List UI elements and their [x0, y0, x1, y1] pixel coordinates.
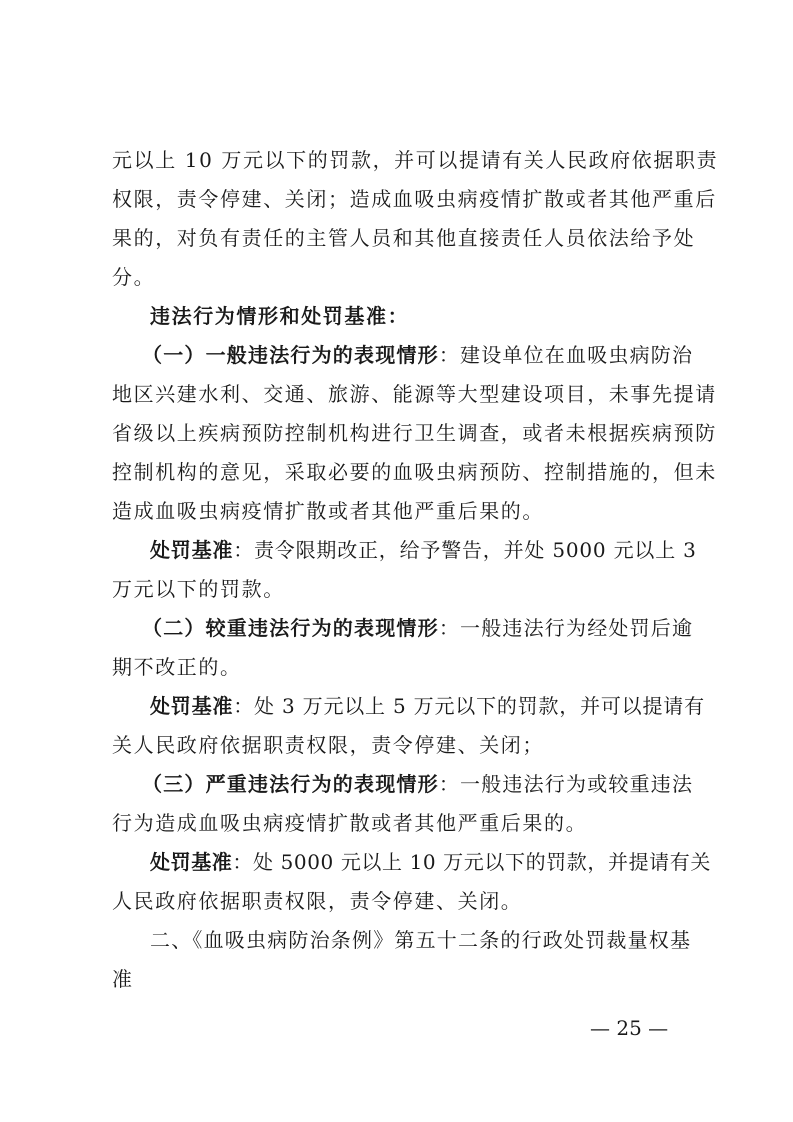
paragraph-first-line [150, 852, 735, 872]
paragraph-first-line [150, 696, 735, 716]
section-heading [150, 306, 735, 326]
text-segment: 造成血吸虫病疫情扩散或者其他严重后果的。 [112, 499, 544, 523]
paragraph-first-line [142, 774, 727, 794]
text-segment: ：一般违法行为或较重违法 [438, 772, 694, 796]
paragraph-first-line [142, 345, 727, 365]
body-text-line [112, 813, 697, 833]
body-text-line [112, 267, 697, 287]
body-text-line [112, 735, 697, 755]
text-segment: 省级以上疾病预防控制机构进行卫生调查，或者未根据疾病预防 [112, 421, 717, 445]
text-segment: ：建设单位在血吸虫病防治 [438, 343, 694, 367]
text-segment: 元以上 10 万元以下的罚款，并可以提请有关人民政府依据职责 [112, 148, 719, 172]
body-text-line [112, 382, 717, 406]
body-text-line [112, 148, 719, 172]
body-text-line [112, 657, 697, 677]
bold-label: 处罚基准 [150, 850, 233, 874]
page-number: — 25 — [590, 1016, 669, 1040]
text-segment: ：处 5000 元以上 10 万元以下的罚款，并提请有关 [232, 850, 711, 874]
text-segment: 人民政府依据职责权限，责令停建、关闭。 [112, 889, 523, 913]
text-segment: ：责令限期改正，给予警告，并处 5000 元以上 3 [233, 538, 697, 562]
body-text-line [112, 187, 717, 211]
body-text-line [112, 421, 717, 445]
text-segment: 地区兴建水利、交通、旅游、能源等大型建设项目，未事先提请 [112, 382, 717, 406]
text-segment: 果的，对负有责任的主管人员和其他直接责任人员依法给予处 [112, 226, 696, 250]
body-text-line [112, 579, 697, 599]
bold-label: （三）严重违法行为的表现情形 [142, 772, 439, 796]
paragraph-first-line [150, 540, 735, 560]
bold-label: 处罚基准 [150, 538, 234, 562]
text-segment: 期不改正的。 [112, 655, 242, 679]
body-text-line [112, 228, 697, 248]
text-segment: 权限，责令停建、关闭；造成血吸虫病疫情扩散或者其他严重后 [112, 187, 717, 211]
text-segment: 二、《血吸虫病防治条例》第五十二条的行政处罚裁量权基 [150, 928, 692, 952]
bold-label: （一）一般违法行为的表现情形 [142, 343, 439, 367]
text-segment: 分。 [112, 265, 156, 289]
text-segment: 控制机构的意见，采取必要的血吸虫病预防、控制措施的，但未 [112, 460, 717, 484]
body-text-line [112, 501, 697, 521]
text-segment: 万元以下的罚款。 [112, 577, 285, 601]
heading-text: 违法行为情形和处罚基准： [150, 304, 410, 328]
bold-label: （二）较重违法行为的表现情形 [142, 616, 439, 640]
text-segment: ：处 3 万元以上 5 万元以下的罚款，并可以提请有 [233, 694, 705, 718]
paragraph-first-line [150, 930, 735, 950]
text-segment: 准 [112, 967, 134, 991]
text-segment: 关人民政府依据职责权限，责令停建、关闭； [112, 733, 544, 757]
body-text-line [112, 891, 697, 911]
body-text-line [112, 969, 697, 989]
paragraph-first-line [142, 618, 727, 638]
text-segment: 行为造成血吸虫病疫情扩散或者其他严重后果的。 [112, 811, 588, 835]
bold-label: 处罚基准 [150, 694, 234, 718]
text-segment: ：一般违法行为经处罚后逾 [438, 616, 694, 640]
body-text-line [112, 460, 717, 484]
